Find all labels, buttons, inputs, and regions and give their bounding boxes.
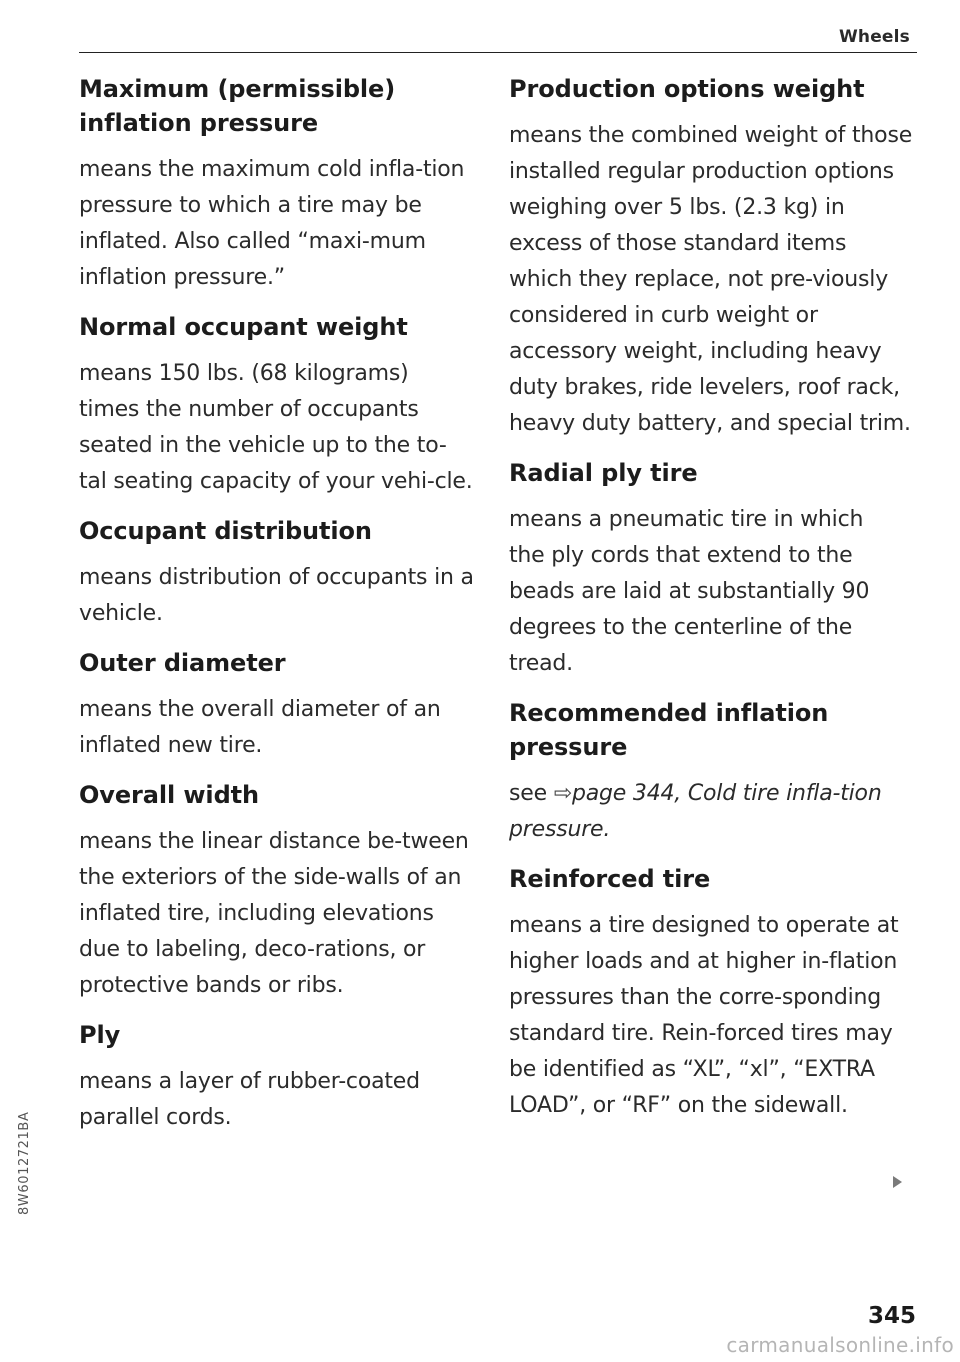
heading-overall-width: Overall width <box>79 781 260 809</box>
right-column <box>509 72 919 1138</box>
cross-reference-link[interactable]: page 344, Cold tire infla-tion pressure. <box>509 781 882 842</box>
body-max-inflation: means the maximum cold infla-tion pressure to which a tire may be inflated. Also called “maxi-mum inflation pressure.” <box>79 157 465 290</box>
body-overall-width: means the linear distance be-tween the exteriors of the side-walls of an inflated tire, including elevations due to labeling, deco-rations, or protective bands or ribs. <box>79 829 469 998</box>
left-column <box>79 72 479 1150</box>
body-radial-ply-tire: means a pneumatic tire in which the ply cords that extend to the beads are laid at substantially 90 degrees to the centerline of the tread. <box>509 507 870 676</box>
heading-max-inflation: Maximum (permissible) inflation pressure <box>79 75 396 137</box>
watermark: carmanualsonline.info <box>726 1333 954 1357</box>
heading-recommended-inflation: Recommended inflation pressure <box>509 699 829 761</box>
heading-radial-ply-tire: Radial ply tire <box>509 459 698 487</box>
triangle-right-icon <box>893 1176 902 1188</box>
document-code: 8W6012721BA <box>17 1111 32 1215</box>
heading-occupant-distribution: Occupant distribution <box>79 517 372 545</box>
body-normal-occupant-weight: means 150 lbs. (68 kilograms) times the number of occupants seated in the vehicle up to the to-tal seating capacity of your vehi-cle. <box>79 361 473 494</box>
body-outer-diameter: means the overall diameter of an inflated new tire. <box>79 697 441 758</box>
body-recommended-inflation <box>509 776 889 848</box>
cross-reference-arrow-icon: ⇨ <box>553 781 572 806</box>
heading-outer-diameter: Outer diameter <box>79 649 286 677</box>
header-rule <box>79 52 917 53</box>
body-occupant-distribution: means distribution of occupants in a vehicle. <box>79 565 474 626</box>
body-ply: means a layer of rubber-coated parallel cords. <box>79 1069 420 1130</box>
body-reinforced-tire: means a tire designed to operate at higher loads and at higher in-flation pressures than the corre-sponding standard tire. Rein-forced tires may be identified as “XL”, “xl”, “EXTRA LOAD”, or “RF” on the sidewall. <box>509 913 899 1118</box>
section-header: Wheels <box>838 27 910 47</box>
see-label: see <box>509 781 547 806</box>
heading-reinforced-tire: Reinforced tire <box>509 865 711 893</box>
heading-normal-occupant-weight: Normal occupant weight <box>79 313 408 341</box>
heading-production-options-weight: Production options weight <box>509 75 865 103</box>
heading-ply: Ply <box>79 1021 121 1049</box>
page-number: 345 <box>867 1303 916 1329</box>
body-production-options-weight: means the combined weight of those installed regular production options weighing over 5 lbs. (2.3 kg) in excess of those standard items which they replace, not pre-viously considered in curb weight or accessory weight, including heavy duty brakes, ride levelers, roof rack, heavy duty battery, and special trim. <box>509 123 913 436</box>
